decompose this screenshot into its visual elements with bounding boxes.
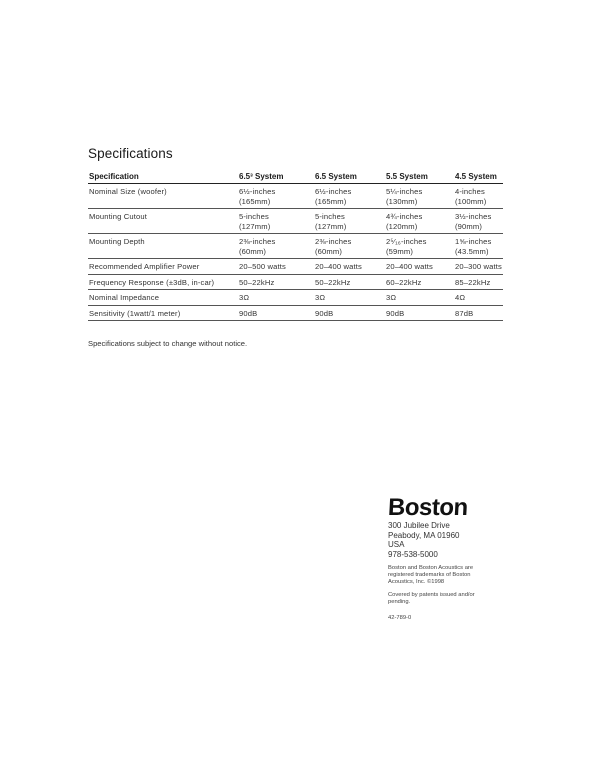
spec-value-cell: 20–300 watts: [454, 259, 503, 275]
patent-notice: Covered by patents issued and/or pending.: [388, 592, 475, 605]
column-header-6-5-3-system: 6.5³ System: [238, 169, 314, 184]
spec-value-cell: 50–22kHz: [238, 274, 314, 290]
spec-value-cell: 4-inches (100mm): [454, 184, 503, 209]
disclaimer-note: Specifications subject to change without notice.: [88, 339, 248, 348]
spec-value-cell: 50–22kHz: [314, 274, 385, 290]
spec-value-cell: 90dB: [385, 305, 454, 321]
address-line: USA: [388, 540, 405, 549]
company-block: [388, 496, 498, 621]
address-line: 300 Jubilee Drive: [388, 521, 450, 530]
spec-label-cell: Sensitivity (1watt/1 meter): [88, 305, 238, 321]
spec-label-cell: Recommended Amplifier Power: [88, 259, 238, 275]
spec-label-cell: Mounting Depth: [88, 234, 238, 259]
column-header-4-5-system: 4.5 System: [454, 169, 503, 184]
spec-value-cell: 2⁵⁄₁₆-inches (59mm): [385, 234, 454, 259]
spec-value-cell: 6½-inches (165mm): [238, 184, 314, 209]
column-header-6-5-system: 6.5 System: [314, 169, 385, 184]
table-row: [88, 305, 503, 321]
part-number: 42-789-0: [388, 615, 412, 621]
address-line: Peabody, MA 01960: [388, 530, 460, 540]
spec-value-cell: 5-inches (127mm): [314, 209, 385, 234]
section-title: Specifications: [88, 146, 173, 161]
spec-label-cell: Nominal Impedance: [88, 290, 238, 306]
column-header-specification: Specification: [88, 169, 238, 184]
table-row: [88, 209, 503, 234]
boston-logo: Boston: [387, 494, 469, 521]
spec-value-cell: 4¾-inches (120mm): [385, 209, 454, 234]
spec-value-cell: 3½-inches (90mm): [454, 209, 503, 234]
spec-value-cell: 20–500 watts: [238, 259, 314, 275]
specifications-table: [88, 169, 503, 321]
spec-value-cell: 90dB: [314, 305, 385, 321]
spec-label-cell: Mounting Cutout: [88, 209, 238, 234]
spec-value-cell: 85–22kHz: [454, 274, 503, 290]
column-header-5-5-system: 5.5 System: [385, 169, 454, 184]
spec-value-cell: 20–400 watts: [314, 259, 385, 275]
spec-value-cell: 3Ω: [314, 290, 385, 306]
spec-value-cell: 5-inches (127mm): [238, 209, 314, 234]
spec-value-cell: 2⅜-inches (60mm): [238, 234, 314, 259]
spec-value-cell: 5¼-inches (130mm): [385, 184, 454, 209]
table-row: [88, 234, 503, 259]
spec-value-cell: 3Ω: [238, 290, 314, 306]
spec-value-cell: 1⅝-inches (43.5mm): [454, 234, 503, 259]
spec-value-cell: 20–400 watts: [385, 259, 454, 275]
phone-number: 978-538-5000: [388, 549, 438, 559]
spec-value-cell: 2⅜-inches (60mm): [314, 234, 385, 259]
spec-value-cell: 90dB: [238, 305, 314, 321]
table-row: [88, 259, 503, 275]
table-row: [88, 274, 503, 290]
spec-label-cell: Frequency Response (±3dB, in-car): [88, 274, 238, 290]
trademark-notice: Boston and Boston Acoustics are registered trademarks of Boston Acoustics, Inc. ©1998: [388, 565, 474, 585]
spec-value-cell: 3Ω: [385, 290, 454, 306]
table-row: [88, 290, 503, 306]
table-row: [88, 184, 503, 209]
spec-value-cell: 6½-inches (165mm): [314, 184, 385, 209]
spec-value-cell: 4Ω: [454, 290, 503, 306]
table-header-row: [88, 169, 503, 184]
spec-value-cell: 87dB: [454, 305, 503, 321]
spec-label-cell: Nominal Size (woofer): [88, 184, 238, 209]
spec-value-cell: 60–22kHz: [385, 274, 454, 290]
